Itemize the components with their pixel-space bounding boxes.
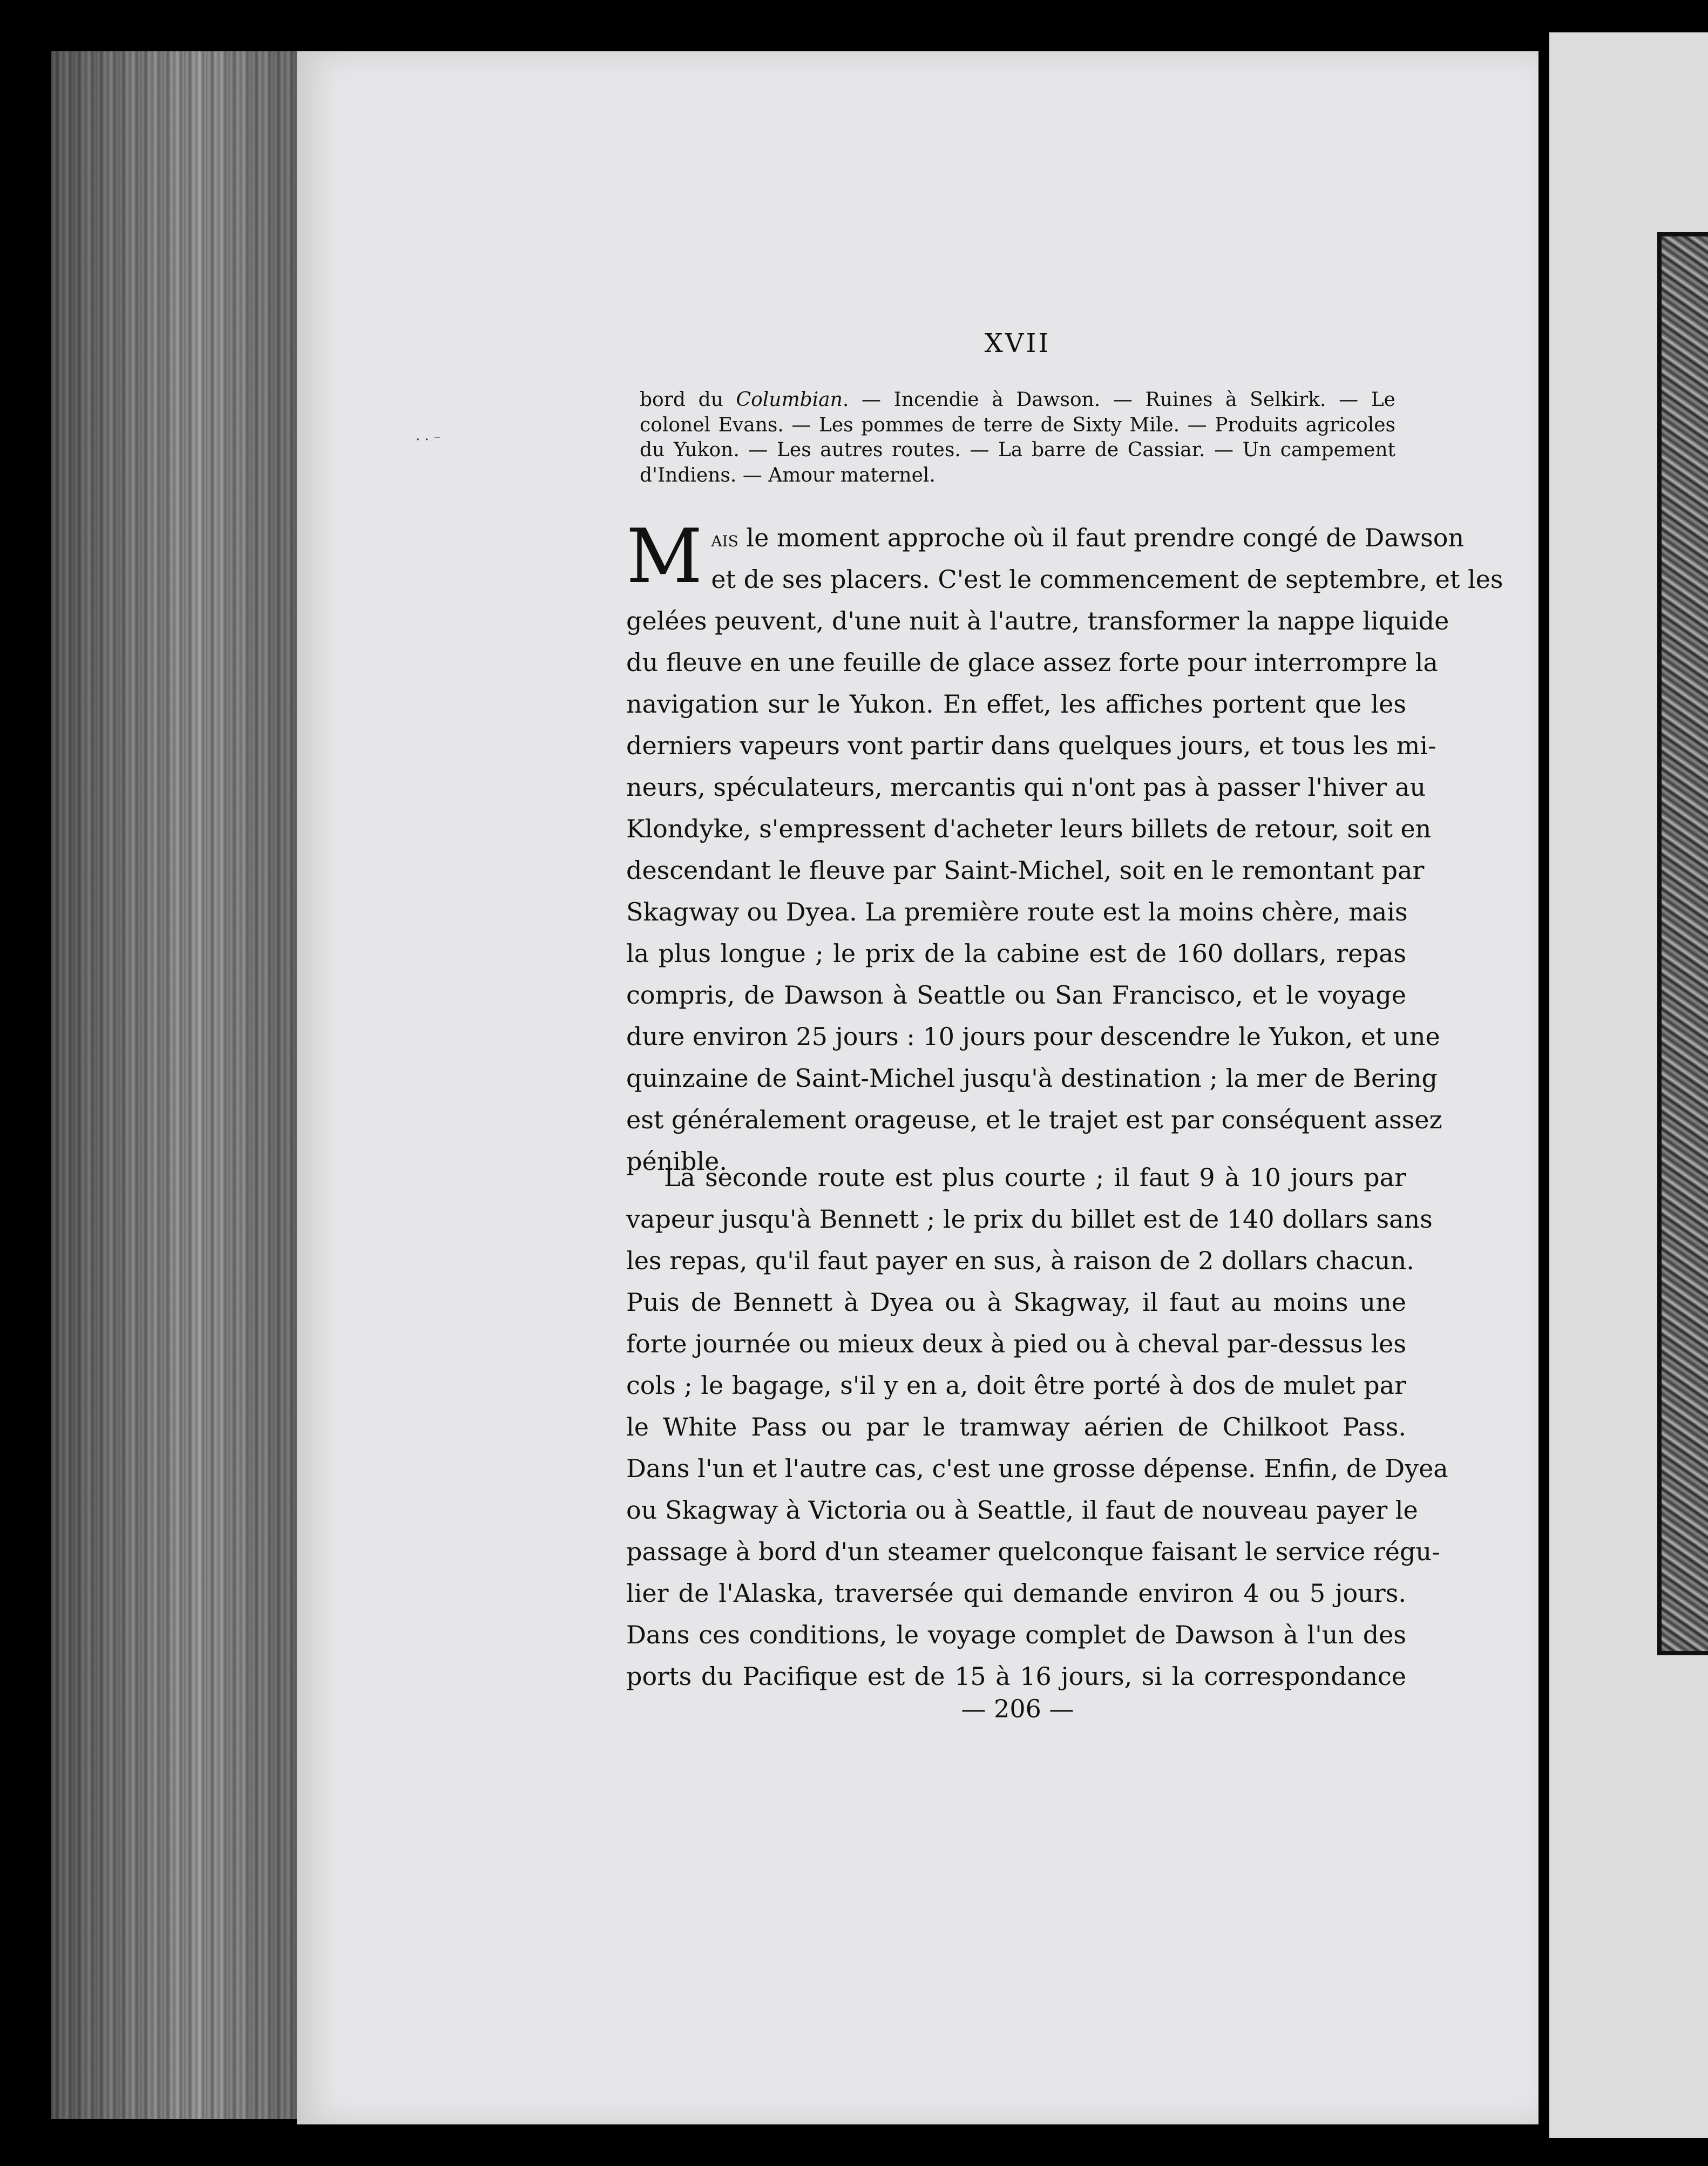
summary-line (640, 388, 1395, 413)
text-line: les repas, qu'il faut payer en sus, à raison de 2 dollars chacun. (626, 1246, 1414, 1275)
text-line: La seconde route est plus courte ; il faut 9 à 10 jours par (664, 1163, 1406, 1192)
text-line (626, 517, 1465, 559)
text-line: gelées peuvent, d'une nuit à l'autre, transformer la nappe liquide (626, 606, 1449, 635)
paragraph-1 (626, 513, 1503, 1182)
summary-line: colonel Evans. — Les pommes de terre de Sixty Mile. — Produits agricoles (640, 414, 1395, 436)
text-line: et de ses placers. C'est le commencement de septembre, et les (711, 565, 1503, 594)
text-line: cols ; le bagage, s'il y en a, doit être porté à dos de mulet par (626, 1371, 1406, 1400)
text-line: ou Skagway à Victoria ou à Seattle, il faut de nouveau payer le (626, 1495, 1418, 1525)
text-line: du fleuve en une feuille de glace assez forte pour interrompre la (626, 648, 1438, 677)
text-line: Dans l'un et l'autre cas, c'est une grosse dépense. Enfin, de Dyea (626, 1454, 1448, 1483)
chapter-heading: XVII (984, 328, 1051, 358)
text-line-rest: le moment approche où il faut prendre congé de Dawson (746, 523, 1465, 552)
summary-italic-word: Columbian (736, 389, 843, 411)
chapter-summary (640, 388, 1395, 488)
text-line: quinzaine de Saint-Michel jusqu'à destination ; la mer de Bering (626, 1064, 1438, 1093)
scan-specks: · · ⁻ (416, 432, 441, 448)
text-line: le White Pass ou par le tramway aérien de Chilkoot Pass. (626, 1412, 1406, 1441)
drop-cap: M (626, 513, 703, 600)
lead-smallcaps: ais (711, 527, 738, 552)
text-line: est généralement orageuse, et le trajet est par conséquent assez (626, 1105, 1442, 1134)
text-line: vapeur jusqu'à Bennett ; le prix du billet est de 140 dollars sans (626, 1204, 1433, 1234)
summary-line: d'Indiens. — Amour maternel. (640, 464, 936, 486)
page-edges (51, 51, 303, 2119)
book-gutter (1538, 32, 1549, 2138)
text-line: navigation sur le Yukon. En effet, les affiches portent que les (626, 689, 1406, 719)
text-line: descendant le fleuve par Saint-Michel, soit en le remontant par (626, 856, 1425, 885)
text-line: ports du Pacifique est de 15 à 16 jours, si la correspondance (626, 1662, 1406, 1691)
facing-page (1549, 32, 1708, 2138)
facing-page-illustration (1657, 232, 1708, 1655)
text-line: compris, de Dawson à Seattle ou San Francisco, et le voyage (626, 980, 1406, 1010)
text-line: derniers vapeurs vont partir dans quelques jours, et tous les mi- (626, 731, 1436, 760)
text-line: dure environ 25 jours : 10 jours pour descendre le Yukon, et une (626, 1022, 1440, 1051)
text-line: pénible. (626, 1147, 728, 1176)
summary-line-suffix: . — Incendie à Dawson. — Ruines à Selkirk. — Le (842, 389, 1395, 411)
text-line: passage à bord d'un steamer quelconque faisant le service régu- (626, 1537, 1440, 1566)
text-line: forte journée ou mieux deux à pied ou à cheval par-dessus les (626, 1329, 1406, 1358)
summary-line-prefix: bord du (640, 389, 736, 411)
text-line: Dans ces conditions, le voyage complet de Dawson à l'un des (626, 1620, 1406, 1649)
page-number: — 206 — (961, 1694, 1074, 1723)
text-line: Skagway ou Dyea. La première route est la moins chère, mais (626, 897, 1408, 926)
text-line: Klondyke, s'empressent d'acheter leurs billets de retour, soit en (626, 814, 1432, 843)
text-line: neurs, spéculateurs, mercantis qui n'ont pas à passer l'hiver au (626, 773, 1426, 802)
text-line: Puis de Bennett à Dyea ou à Skagway, il faut au moins une (626, 1288, 1406, 1317)
summary-line: du Yukon. — Les autres routes. — La barre de Cassiar. — Un campement (640, 439, 1395, 461)
paragraph-2 (626, 1157, 1448, 1697)
text-line: lier de l'Alaska, traversée qui demande environ 4 ou 5 jours. (626, 1579, 1406, 1608)
text-line: la plus longue ; le prix de la cabine est de 160 dollars, repas (626, 939, 1406, 968)
